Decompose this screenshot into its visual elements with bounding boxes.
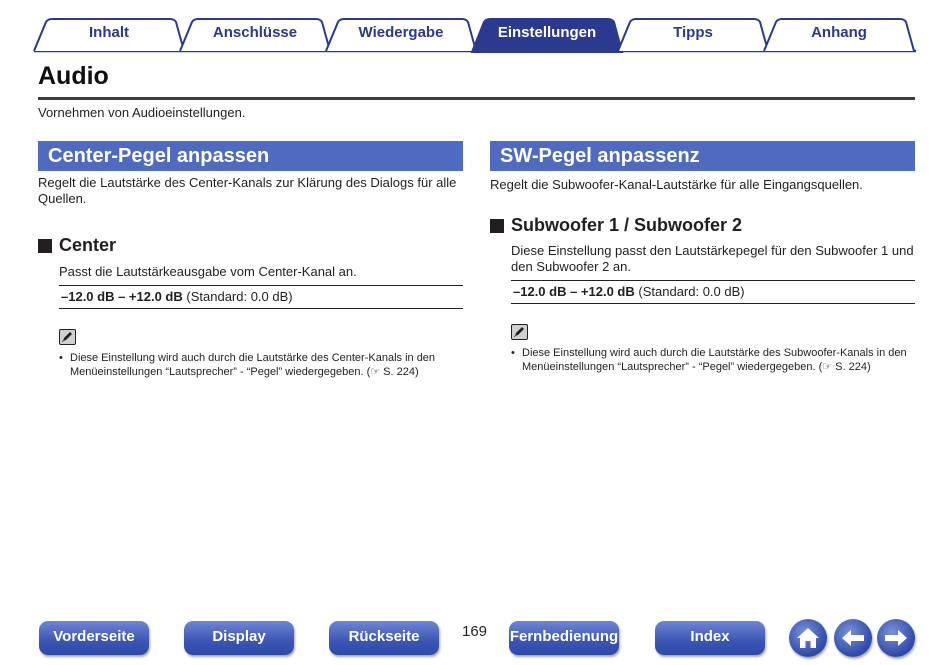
center-level-section (38, 141, 463, 379)
bullet-icon: • (511, 347, 515, 359)
home-icon[interactable] (789, 619, 827, 657)
subsection-description: Diese Einstellung passt den Lautstärkepegel für den Subwoofer 1 und den Subwoofer 2 an. (511, 243, 914, 274)
note-page-ref[interactable]: S. 224) (380, 366, 419, 378)
note-text: Diese Einstellung wird auch durch die Lautstärke des Center-Kanals in den Menüeinstellungen “Lautsprecher” - “Pegel” wiedergegeben. ( (70, 352, 436, 378)
tab-tipps[interactable]: Tipps (673, 24, 713, 41)
subwoofer-level-section (490, 141, 915, 374)
pointing-hand-icon[interactable]: ☞ (822, 361, 833, 373)
note-item (59, 351, 463, 379)
page-intro: Vornehmen von Audioeinstellungen. (38, 105, 246, 120)
tab-einstellungen[interactable]: Einstellungen (497, 24, 597, 41)
square-bullet-icon (490, 219, 504, 233)
arrow-right-icon[interactable] (877, 619, 915, 657)
title-divider (38, 97, 915, 100)
page-number: 169 (462, 623, 488, 640)
range-value: –12.0 dB – +12.0 dB (513, 284, 635, 299)
rear-panel-button[interactable]: Rückseite (329, 621, 439, 655)
page-title: Audio (38, 62, 109, 90)
section-heading: Center-Pegel anpassen (38, 141, 463, 171)
arrow-left-icon[interactable] (834, 619, 872, 657)
setting-range (511, 280, 915, 304)
setting-range (59, 285, 463, 309)
bullet-icon: • (59, 352, 63, 364)
range-standard: (Standard: 0.0 dB) (638, 284, 745, 299)
subsection-title: Center (59, 235, 117, 255)
tab-anhang[interactable]: Anhang (811, 24, 867, 41)
range-value: –12.0 dB – +12.0 dB (61, 289, 183, 304)
subsection-heading (38, 235, 463, 256)
subsection-description: Passt die Lautstärkeausgabe vom Center-Kanal an. (59, 264, 357, 279)
section-heading: SW-Pegel anpassenz (490, 141, 915, 171)
subsection-title: Subwoofer 1 / Subwoofer 2 (511, 215, 743, 235)
range-standard: (Standard: 0.0 dB) (186, 289, 293, 304)
note-item (511, 346, 915, 374)
square-bullet-icon (38, 239, 52, 253)
tab-inhalt[interactable]: Inhalt (89, 24, 129, 41)
tab-anschluesse[interactable]: Anschlüsse (212, 24, 298, 41)
note-page-ref[interactable]: S. 224) (832, 361, 871, 373)
section-description: Regelt die Subwoofer-Kanal-Lautstärke für alle Eingangsquellen. (490, 177, 863, 192)
tab-bar (0, 0, 950, 56)
pencil-note-icon (59, 329, 76, 345)
tab-wiedergabe[interactable]: Wiedergabe (358, 24, 444, 41)
note-text: Diese Einstellung wird auch durch die Lautstärke des Subwoofer-Kanals in den Menüeinstellungen “Lautsprecher” - “Pegel” wiedergegeben. ( (522, 347, 907, 373)
front-panel-button[interactable]: Vorderseite (39, 621, 149, 655)
remote-control-button[interactable]: Fernbedienung (509, 621, 619, 655)
index-button[interactable]: Index (655, 621, 765, 655)
section-description: Regelt die Lautstärke des Center-Kanals zur Klärung des Dialogs für alle Quellen. (38, 175, 457, 206)
subsection-heading (490, 215, 915, 236)
pointing-hand-icon[interactable]: ☞ (370, 366, 381, 378)
display-button[interactable]: Display (184, 621, 294, 655)
pencil-note-icon (511, 324, 528, 340)
